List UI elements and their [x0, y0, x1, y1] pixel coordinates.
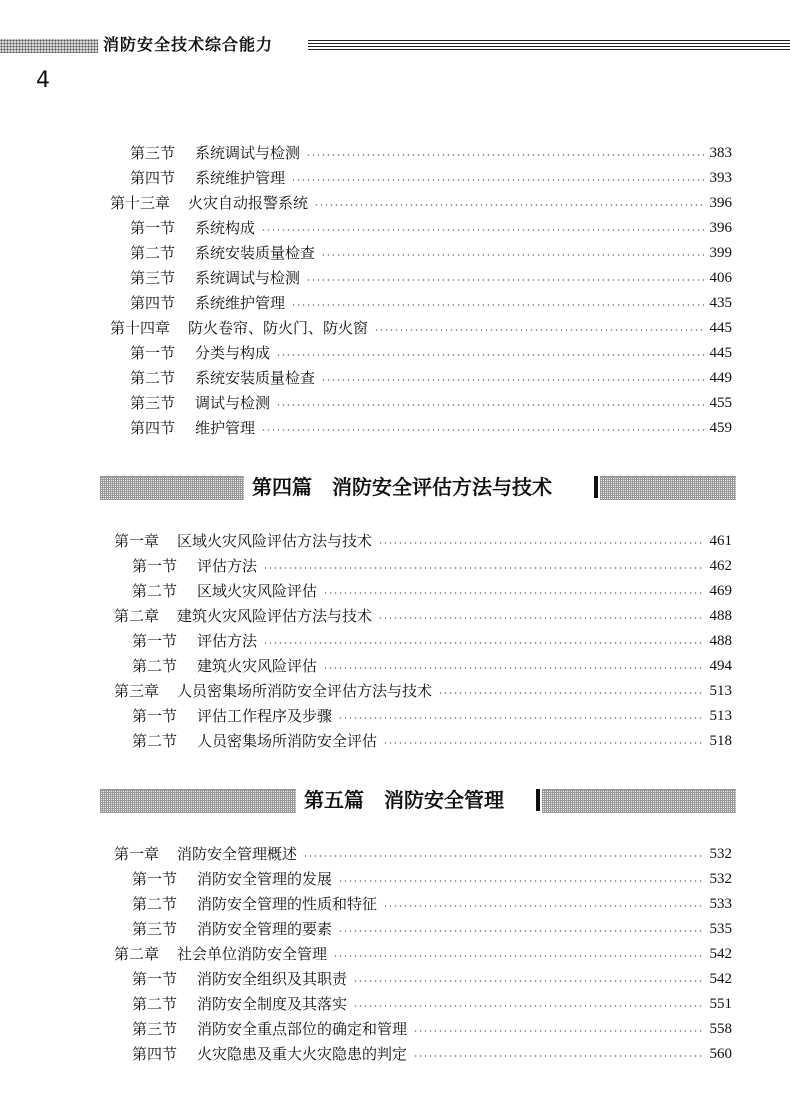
dot-leader — [321, 379, 703, 381]
toc-section-entry — [130, 241, 732, 266]
entry-label: 第四节 — [130, 294, 176, 312]
entry-label: 第三节 — [132, 1020, 178, 1038]
entry-title: 维护管理 — [195, 419, 256, 437]
entry-label: 第四节 — [132, 1045, 178, 1063]
banner-hatch-right — [542, 789, 736, 813]
toc-section-entry — [132, 554, 732, 579]
entry-title: 消防安全管理的性质和特征 — [197, 895, 378, 913]
entry-page-number: 558 — [709, 1021, 732, 1037]
entry-label: 第二节 — [132, 732, 178, 750]
entry-label: 第一节 — [132, 970, 178, 988]
toc-chapter-entry — [114, 679, 732, 704]
entry-page-number: 399 — [709, 245, 732, 261]
toc-section-entry — [130, 391, 732, 416]
entry-title: 系统构成 — [195, 219, 256, 237]
entry-title: 系统安装质量检查 — [195, 369, 316, 387]
entry-page-number: 513 — [709, 708, 732, 724]
entry-label: 第三节 — [130, 394, 176, 412]
entry-label: 第三节 — [130, 269, 176, 287]
entry-label: 第二节 — [132, 657, 178, 675]
entry-label: 第二节 — [132, 995, 178, 1013]
entry-title: 系统调试与检测 — [195, 269, 301, 287]
dot-leader — [291, 179, 703, 181]
entry-page-number: 383 — [709, 145, 732, 161]
entry-label: 第一节 — [130, 219, 176, 237]
toc-chapter-entry — [110, 316, 732, 341]
book-title: 消防安全技术综合能力 — [103, 35, 274, 54]
entry-page-number: 513 — [709, 683, 732, 699]
toc-section-entry — [132, 729, 732, 754]
entry-page-number: 459 — [709, 420, 732, 436]
entry-title: 系统维护管理 — [195, 169, 286, 187]
entry-label: 第三节 — [132, 920, 178, 938]
toc-section-entry — [130, 416, 732, 441]
entry-label: 第一节 — [130, 344, 176, 362]
entry-title: 消防安全管理的发展 — [197, 870, 333, 888]
entry-label: 第一章 — [114, 845, 160, 863]
dot-leader — [333, 955, 703, 957]
dot-leader — [378, 617, 703, 619]
entry-page-number: 406 — [709, 270, 732, 286]
dot-leader — [413, 1030, 703, 1032]
entry-page-number: 532 — [709, 871, 732, 887]
dot-leader — [323, 667, 703, 669]
entry-label: 第一章 — [114, 532, 160, 550]
entry-page-number: 542 — [709, 971, 732, 987]
entry-title: 防火卷帘、防火门、防火窗 — [188, 319, 369, 337]
entry-label: 第二节 — [132, 895, 178, 913]
header-rule-lines — [308, 40, 790, 52]
banner-end-bar — [536, 789, 540, 811]
part-banner — [100, 473, 736, 501]
running-header — [0, 34, 790, 58]
toc-chapter-entry — [110, 191, 732, 216]
dot-leader — [338, 930, 703, 932]
entry-title: 评估工作程序及步骤 — [197, 707, 333, 725]
entry-page-number: 462 — [709, 558, 732, 574]
header-dot-pattern — [0, 39, 98, 53]
dot-leader — [263, 642, 703, 644]
entry-title: 消防安全管理的要素 — [197, 920, 333, 938]
entry-title: 系统调试与检测 — [195, 144, 301, 162]
entry-label: 第二节 — [132, 582, 178, 600]
entry-label: 第一节 — [132, 557, 178, 575]
entry-label: 第四节 — [130, 419, 176, 437]
dot-leader — [291, 304, 703, 306]
dot-leader — [303, 855, 703, 857]
toc-section-entry — [130, 141, 732, 166]
toc-chapter-entry — [114, 842, 732, 867]
toc-section-entry — [132, 992, 732, 1017]
dot-leader — [438, 692, 703, 694]
entry-label: 第十三章 — [110, 194, 171, 212]
toc-section-entry — [132, 892, 732, 917]
toc-section-entry — [132, 704, 732, 729]
toc-section-entry — [130, 341, 732, 366]
entry-page-number: 393 — [709, 170, 732, 186]
dot-leader — [338, 717, 703, 719]
entry-title: 调试与检测 — [195, 394, 271, 412]
banner-hatch-left — [100, 789, 296, 813]
toc-chapter-entry — [114, 529, 732, 554]
entry-label: 第二节 — [130, 244, 176, 262]
dot-leader — [378, 542, 703, 544]
toc-chapter-entry — [114, 604, 732, 629]
toc-section-entry — [132, 867, 732, 892]
entry-page-number: 461 — [709, 533, 732, 549]
entry-label: 第三章 — [114, 682, 160, 700]
entry-page-number: 542 — [709, 946, 732, 962]
dot-leader — [261, 429, 703, 431]
entry-page-number: 445 — [709, 320, 732, 336]
entry-page-number: 449 — [709, 370, 732, 386]
entry-title: 建筑火灾风险评估 — [197, 657, 318, 675]
banner-hatch-right — [600, 476, 736, 500]
entry-title: 消防安全重点部位的确定和管理 — [197, 1020, 408, 1038]
entry-title: 区域火灾风险评估方法与技术 — [177, 532, 373, 550]
dot-leader — [263, 567, 703, 569]
toc-section-entry — [130, 166, 732, 191]
toc-section-entry — [130, 366, 732, 391]
part-banner — [100, 786, 736, 814]
entry-page-number: 532 — [709, 846, 732, 862]
dot-leader — [383, 905, 703, 907]
entry-page-number: 488 — [709, 633, 732, 649]
dot-leader — [413, 1055, 703, 1057]
entry-page-number: 396 — [709, 220, 732, 236]
entry-title: 评估方法 — [197, 557, 258, 575]
entry-page-number: 533 — [709, 896, 732, 912]
entry-title: 人员密集场所消防安全评估方法与技术 — [177, 682, 433, 700]
entry-page-number: 469 — [709, 583, 732, 599]
entry-page-number: 560 — [709, 1046, 732, 1062]
entry-page-number: 435 — [709, 295, 732, 311]
dot-leader — [261, 229, 703, 231]
entry-page-number: 494 — [709, 658, 732, 674]
dot-leader — [353, 1005, 703, 1007]
entry-page-number: 455 — [709, 395, 732, 411]
entry-label: 第二节 — [130, 369, 176, 387]
entry-label: 第二章 — [114, 607, 160, 625]
entry-page-number: 535 — [709, 921, 732, 937]
entry-page-number: 445 — [709, 345, 732, 361]
entry-label: 第一节 — [132, 707, 178, 725]
entry-title: 区域火灾风险评估 — [197, 582, 318, 600]
toc-section-entry — [132, 1042, 732, 1067]
entry-label: 第二章 — [114, 945, 160, 963]
entry-title: 建筑火灾风险评估方法与技术 — [177, 607, 373, 625]
toc-section-entry — [132, 629, 732, 654]
entry-title: 社会单位消防安全管理 — [177, 945, 328, 963]
banner-end-bar — [594, 476, 598, 498]
part-title: 第五篇 消防安全管理 — [300, 786, 508, 814]
toc-section-entry — [132, 579, 732, 604]
entry-page-number: 518 — [709, 733, 732, 749]
entry-label: 第三节 — [130, 144, 176, 162]
page-number: 4 — [36, 68, 50, 93]
dot-leader — [374, 329, 703, 331]
dot-leader — [323, 592, 703, 594]
toc-section-entry — [132, 917, 732, 942]
toc-section-entry — [130, 291, 732, 316]
toc-section-entry — [132, 654, 732, 679]
entry-title: 消防安全管理概述 — [177, 845, 298, 863]
dot-leader — [306, 154, 703, 156]
entry-page-number: 396 — [709, 195, 732, 211]
dot-leader — [314, 204, 703, 206]
dot-leader — [321, 254, 703, 256]
entry-title: 火灾隐患及重大火灾隐患的判定 — [197, 1045, 408, 1063]
entry-label: 第一节 — [132, 870, 178, 888]
entry-title: 分类与构成 — [195, 344, 271, 362]
entry-title: 火灾自动报警系统 — [188, 194, 309, 212]
toc-section-entry — [132, 1017, 732, 1042]
banner-hatch-left — [100, 476, 244, 500]
toc-section-entry — [132, 967, 732, 992]
dot-leader — [306, 279, 703, 281]
entry-title: 消防安全制度及其落实 — [197, 995, 348, 1013]
part-title: 第四篇 消防安全评估方法与技术 — [248, 473, 556, 501]
toc-section-entry — [130, 216, 732, 241]
dot-leader — [338, 880, 703, 882]
toc-section-entry — [130, 266, 732, 291]
entry-title: 系统维护管理 — [195, 294, 286, 312]
dot-leader — [276, 404, 703, 406]
entry-label: 第四节 — [130, 169, 176, 187]
entry-label: 第一节 — [132, 632, 178, 650]
entry-title: 消防安全组织及其职责 — [197, 970, 348, 988]
dot-leader — [383, 742, 703, 744]
entry-label: 第十四章 — [110, 319, 171, 337]
entry-title: 系统安装质量检查 — [195, 244, 316, 262]
entry-page-number: 488 — [709, 608, 732, 624]
dot-leader — [353, 980, 703, 982]
entry-page-number: 551 — [709, 996, 732, 1012]
dot-leader — [276, 354, 703, 356]
toc-chapter-entry — [114, 942, 732, 967]
entry-title: 评估方法 — [197, 632, 258, 650]
entry-title: 人员密集场所消防安全评估 — [197, 732, 378, 750]
